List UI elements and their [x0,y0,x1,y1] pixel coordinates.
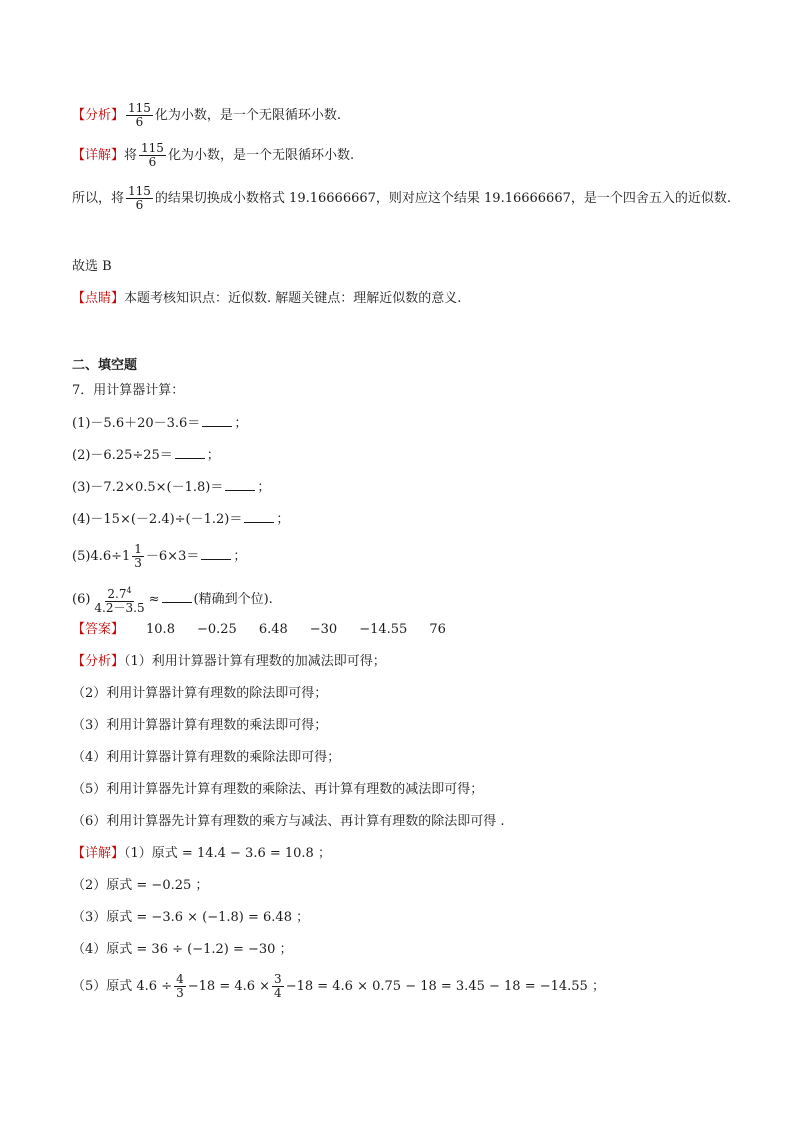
answer-value: −30 [309,622,338,637]
answer-value: −14.55 [359,622,408,637]
answer-blank [244,510,274,523]
answer-blank [175,446,205,459]
detail-line-4: （4）原式 = 36 ÷ (−1.2) = −30 ； [72,942,293,957]
question-item-5: (5)4.6÷1 $\frac{1}{3}$ －6×3＝ ； [72,542,247,570]
answer-blank [225,478,255,491]
fraction: $\frac{115}{6}$ [141,141,164,169]
answer-blank [162,590,192,603]
analysis-line-5: （5）利用计算器先计算有理数的乘除法、再计算有理数的减法即可得； [72,782,484,797]
answer-line [72,621,446,639]
analysis-top-line: 【分析】 $\frac{115}{6}$ 化为小数，是一个无限循环小数. [72,101,342,129]
detail-line-3: （3）原式 = −3.6 × (−1.8) = 6.48 ； [72,910,310,925]
answer-value: 6.48 [258,622,288,637]
analysis-line-3: （3）利用计算器计算有理数的乘法即可得； [72,718,328,733]
fraction: $\frac{3}{4}$ [274,972,282,1000]
fraction: $\frac{115}{6}$ [128,101,151,129]
therefore-line: 所以，将 $\frac{115}{6}$ 的结果切换成小数格式 19.16666667，则对应这个结果 19.16666667，是一个四舍五入的近似数. [72,184,732,212]
section-title: 二、填空题 [72,358,138,373]
fraction: $\frac{1}{3}$ [134,542,142,570]
question-item-1: (1)－5.6＋20－3.6＝ ； [72,416,248,431]
answer-value: 76 [429,622,446,637]
answer-value: 10.8 [146,622,175,637]
comment-tag: 【点睛】 [72,291,125,306]
fraction: $\frac{4}{3}$ [176,972,184,1000]
analysis-line-4: （4）利用计算器计算有理数的乘除法即可得； [72,750,341,765]
question-item-2: (2)－6.25÷25＝ ； [72,448,220,463]
analysis-line-1: 【分析】（1）利用计算器计算有理数的加减法即可得； [72,654,386,669]
question-item-3: (3)－7.2×0.5×(－1.8)＝ ； [72,480,271,495]
question-item-4: (4)－15×(－2.4)÷(－1.2)＝ ； [72,512,290,527]
detail-tag: 【详解】 [72,846,125,861]
analysis-tag: 【分析】 [72,108,125,123]
detail-tag: 【详解】 [72,148,125,163]
detail-line-2: （2）原式 = −0.25 ； [72,878,209,893]
analysis-line-6: （6）利用计算器先计算有理数的乘方与减法、再计算有理数的除法即可得 . [72,814,505,829]
fraction: $\frac{2.7^4}{4.2-3.5}$ [94,586,145,615]
detail-line-5: （5）原式 4.6 ÷ $\frac{4}{3}$ −18 = 4.6 × $\frac{3}{4}$ −18 = 4.6 × 0.75 − 18 = 3.45 − 18 = −14.55 ； [72,972,605,1000]
answer-tag: 【答案】 [72,622,125,637]
fraction: $\frac{115}{6}$ [128,184,151,212]
analysis-line-2: （2）利用计算器计算有理数的除法即可得； [72,686,328,701]
analysis-tag: 【分析】 [72,654,125,669]
detail-line-1: 【详解】（1）原式 = 14.4 − 3.6 = 10.8 ； [72,846,331,861]
answer-blank [202,414,232,427]
question-stem: 7．用计算器计算： [72,383,185,398]
choice-line: 故选 B [72,259,112,274]
answer-blank [201,547,231,560]
detail-top-line: 【详解】将 $\frac{115}{6}$ 化为小数，是一个无限循环小数. [72,141,355,169]
answer-value: −0.25 [196,622,237,637]
comment-line: 【点睛】本题考核知识点：近似数. 解题关键点：理解近似数的意义. [72,291,462,306]
question-item-6: (6) $\frac{2.7^4}{4.2-3.5}$ ≈ (精确到个位). [72,586,273,615]
